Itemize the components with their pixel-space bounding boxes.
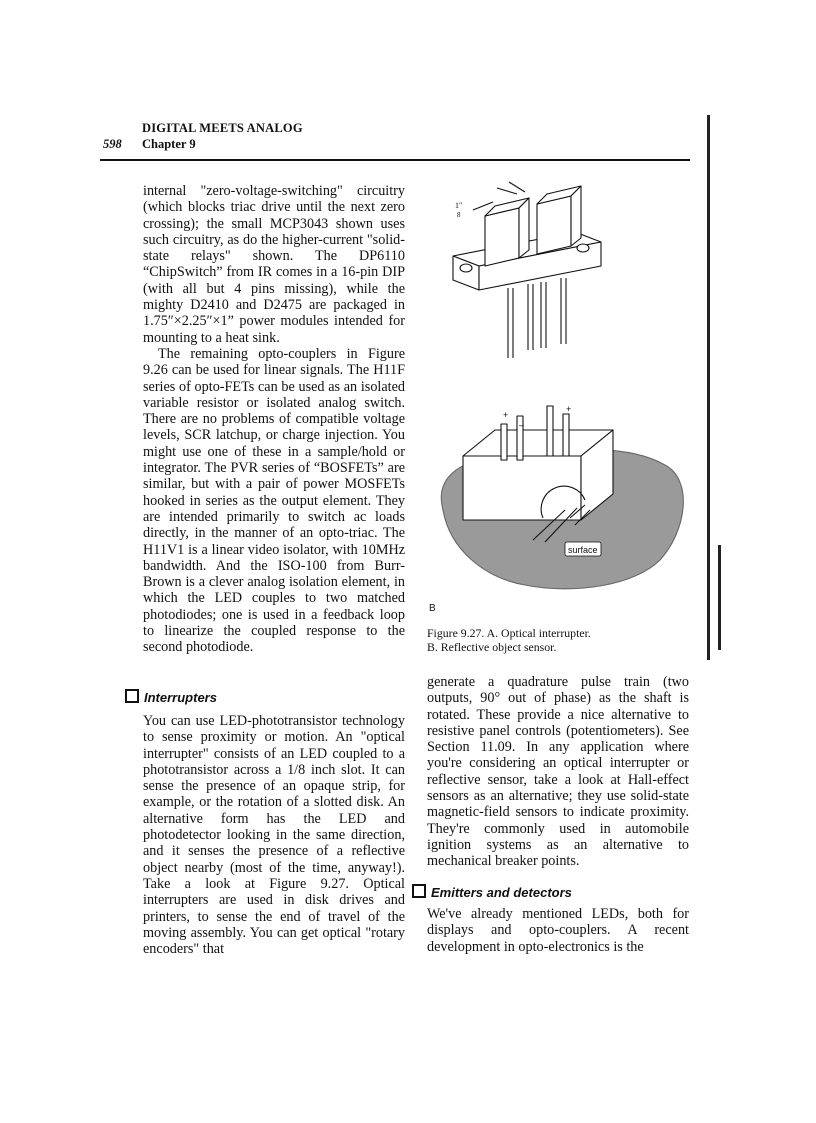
paragraph-zero-voltage-switching: internal "zero-voltage-switching" circuitry (which blocks triac drive until the next zero crossing); the small MCP3043 shown uses such circuitry, as do the higher-current "solid-state relays" shown. The DP6110 “ChipSwitch” from IR comes in a 16-pin DIP (with all but 4 pins missing), while the mighty D2410 and D2475 are packaged in 1.75″×2.25″×1” power modules intended for mounting to a heat sink. <box>143 183 405 346</box>
section-box-icon <box>412 884 426 898</box>
section-title-emitters: Emitters and detectors <box>431 885 572 900</box>
optical-interrupter-drawing <box>453 182 601 358</box>
header-rule <box>100 159 690 161</box>
section-title-interrupters: Interrupters <box>144 690 217 705</box>
paragraph-interrupters: You can use LED-phototransistor technology to sense proximity or motion. An "optical interrupter" consists of an LED coupled to a phototransistor across a 1/8 inch slot. It can sense the presence of an opaque strip, for example, or the rotation of a slotted disk. An alternative form has the LED and photodetector looking in the same direction, and it senses the presence of a reflective object nearby (most of the time, anyway!). Take a look at Figure 9.27. Optical interrupters are used in disk drives and printers, to sense the end of travel of the moving assembly. You can get optical "rotary encoders" that <box>143 713 405 958</box>
caption-line-2: B. Reflective object sensor. <box>427 640 557 654</box>
scan-edge-line <box>707 115 710 660</box>
figure-part-b-label: B <box>429 603 436 614</box>
plus-label-left: + <box>503 410 509 420</box>
left-column-lower <box>143 713 405 957</box>
running-title: DIGITAL MEETS ANALOG <box>142 121 303 135</box>
section-heading-emitters <box>412 884 572 900</box>
section-heading-interrupters <box>125 689 217 705</box>
dimension-label-numerator: 1″ <box>455 201 463 210</box>
caption-line-1: Figure 9.27. A. Optical interrupter. <box>427 626 591 640</box>
page-number: 598 <box>103 137 122 151</box>
paragraph-linear-opto-couplers: The remaining opto-couplers in Figure 9.26 can be used for linear signals. The H11F series of opto-FETs can be used as an isolated variable resistor or isolated analog switch. There are no problems of compatible voltage levels, SCR latchup, or charge injection. You might use one of these in a sample/hold or integrator. The PVR series of “BOSFETs” are similar, but with a pair of power MOSFETs hooked in series as the output element. They are intended primarily to switch ac loads directly, in the manner of an opto-triac. The H11V1 is a linear video isolator, with 10MHz bandwidth. And the ISO-100 from Burr-Brown is a clever analog isolation element, in which the LED couples to two matched photodiodes; one is used in a feedback loop to linearize the coupled response to the second photodiode. <box>143 345 405 656</box>
surface-label: surface <box>568 545 598 555</box>
figure-caption <box>427 626 697 654</box>
reflective-sensor-drawing <box>441 406 683 589</box>
paragraph-emitters: We've already mentioned LEDs, both for displays and opto-couplers. A recent development in opto-electronics is the <box>427 906 689 955</box>
minus-label: – <box>519 420 525 430</box>
right-column-lower <box>427 906 689 955</box>
paragraph-quadrature: generate a quadrature pulse train (two outputs, 90° out of phase) as the shaft is rotated. These provide a nice alternative to resistive panel controls (potentiometers). See Section 11.09. In any application where you're considering an optical interrupter or reflective sensor, take a look at Hall-effect sensors as an alternative; they use solid-state magnetic-field sensors to indicate proximity. They're commonly used in automobile ignition systems as an alternative to mechanical breaker points. <box>427 674 689 870</box>
chapter-label: Chapter 9 <box>142 137 196 151</box>
plus-label-right: + <box>566 404 572 414</box>
scan-edge-line-lower <box>718 545 721 650</box>
right-column-upper <box>427 674 689 870</box>
figure-9-27 <box>425 180 695 600</box>
left-column-upper <box>143 183 405 656</box>
section-box-icon <box>125 689 139 703</box>
dimension-label-denominator: 8 <box>457 211 461 219</box>
